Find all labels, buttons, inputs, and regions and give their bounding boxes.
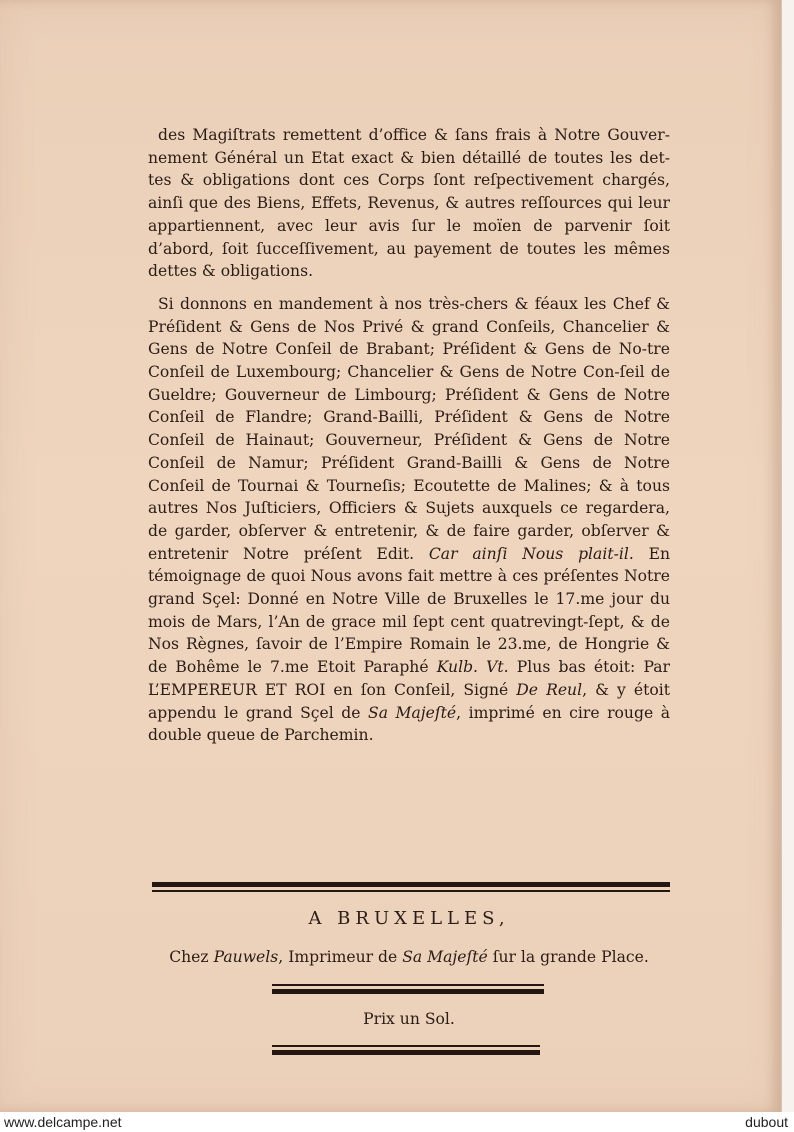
- footer-seller-name[interactable]: dubout: [745, 1114, 788, 1130]
- majesty-phrase: Sa Majeſté: [368, 703, 457, 722]
- printer-name: Pauwels: [213, 948, 279, 966]
- page-edge: [781, 0, 794, 1112]
- text-segment: Si donnons en mandement à nos très-chers & féaux les Chef & Préſident & Gens de Nos Privé & grand Conſeils, Chancelier & Gens de Notre Conſeil de Brabant; Préſident & Gens de No-tre Conſeil de Luxembourg; Chancelier & Gens de Notre Con-ſeil de Gueldre; Gouverneur de Limbourg; Préſident & Gens de Notre Conſeil de Flandre; Grand-Bailli, Préſident & Gens de Notre Conſeil de Hainaut; Gouverneur, Préſident & Gens de Notre Conſeil de Namur; Préſident Grand-Bailli & Gens de Notre Conſeil de Tournai & Tourneſis; Ecoutette de Malines; & à tous autres Nos Juſticiers, Officiers & Sujets auxquels ce regardera, de garder, obſerver & entretenir, & de faire garder, obſerver & entretenir Notre préſent Edit.: [148, 294, 670, 563]
- paragraph-2: [148, 293, 670, 747]
- middle-rule-thin: [272, 984, 544, 986]
- middle-rule-thick: [272, 989, 544, 994]
- printer-suffix: ſur la grande Place.: [487, 948, 649, 966]
- price-line: Prix un Sol.: [363, 1010, 455, 1028]
- body-text: [148, 124, 670, 747]
- majesty-title: Sa Majeſté: [402, 948, 488, 966]
- imprint-printer: [130, 948, 688, 966]
- signer-name: De Reul: [516, 680, 583, 699]
- italic-phrase: Car ainſi Nous plait-il.: [428, 544, 634, 563]
- imprint-city: A BRUXELLES,: [308, 908, 510, 929]
- text-segment: Plus bas étoit: Par L’EMPEREUR ET ROI en ſon Conſeil, Signé: [148, 658, 670, 699]
- top-rule-thick: [152, 882, 670, 887]
- bottom-rule-thin: [272, 1045, 540, 1047]
- top-rule-thin: [152, 890, 670, 892]
- watermark-footer: [0, 1112, 794, 1132]
- text-segment: , & y étoit appendu le grand Sçel de: [148, 680, 671, 722]
- text-segment: En témoignage de quoi Nous avons fait mettre à ces préſentes Notre grand Sçel: Donné en Notre Ville de Bruxelles le 17.me jour du mois de Mars, l’An de grace mil ſept cent quatrevingt-ſept, & de Nos Règnes, ſavoir de l’Empire Romain le 23.me, de Hongrie & de Bohême le 7.me Etoit Paraphé: [148, 544, 671, 677]
- bottom-rule-thick: [272, 1050, 540, 1055]
- printer-prefix: Chez: [169, 948, 214, 966]
- printer-middle: , Imprimeur de: [278, 948, 403, 966]
- footer-site-link[interactable]: www.delcampe.net: [4, 1114, 122, 1130]
- paragraph-1: [148, 124, 670, 283]
- text-segment: , imprimé en cire rouge à double queue de Parchemin.: [148, 703, 670, 745]
- paraph-name: Kulb. Vt.: [436, 658, 509, 677]
- text-segment: des Magiſtrats remettent d’office & ſans frais à Notre Gouver-nement Général un Etat exact & bien détaillé de toutes les det-tes & obligations dont ces Corps ſont reſpectivement chargés, ainſi que des Biens, Effets, Revenus, & autres reſſources qui leur appartiennent, avec leur avis ſur le moïen de parvenir ſoit d’abord, ſoit ſucceſſivement, au payement de toutes les mêmes dettes & obligations.: [148, 126, 670, 281]
